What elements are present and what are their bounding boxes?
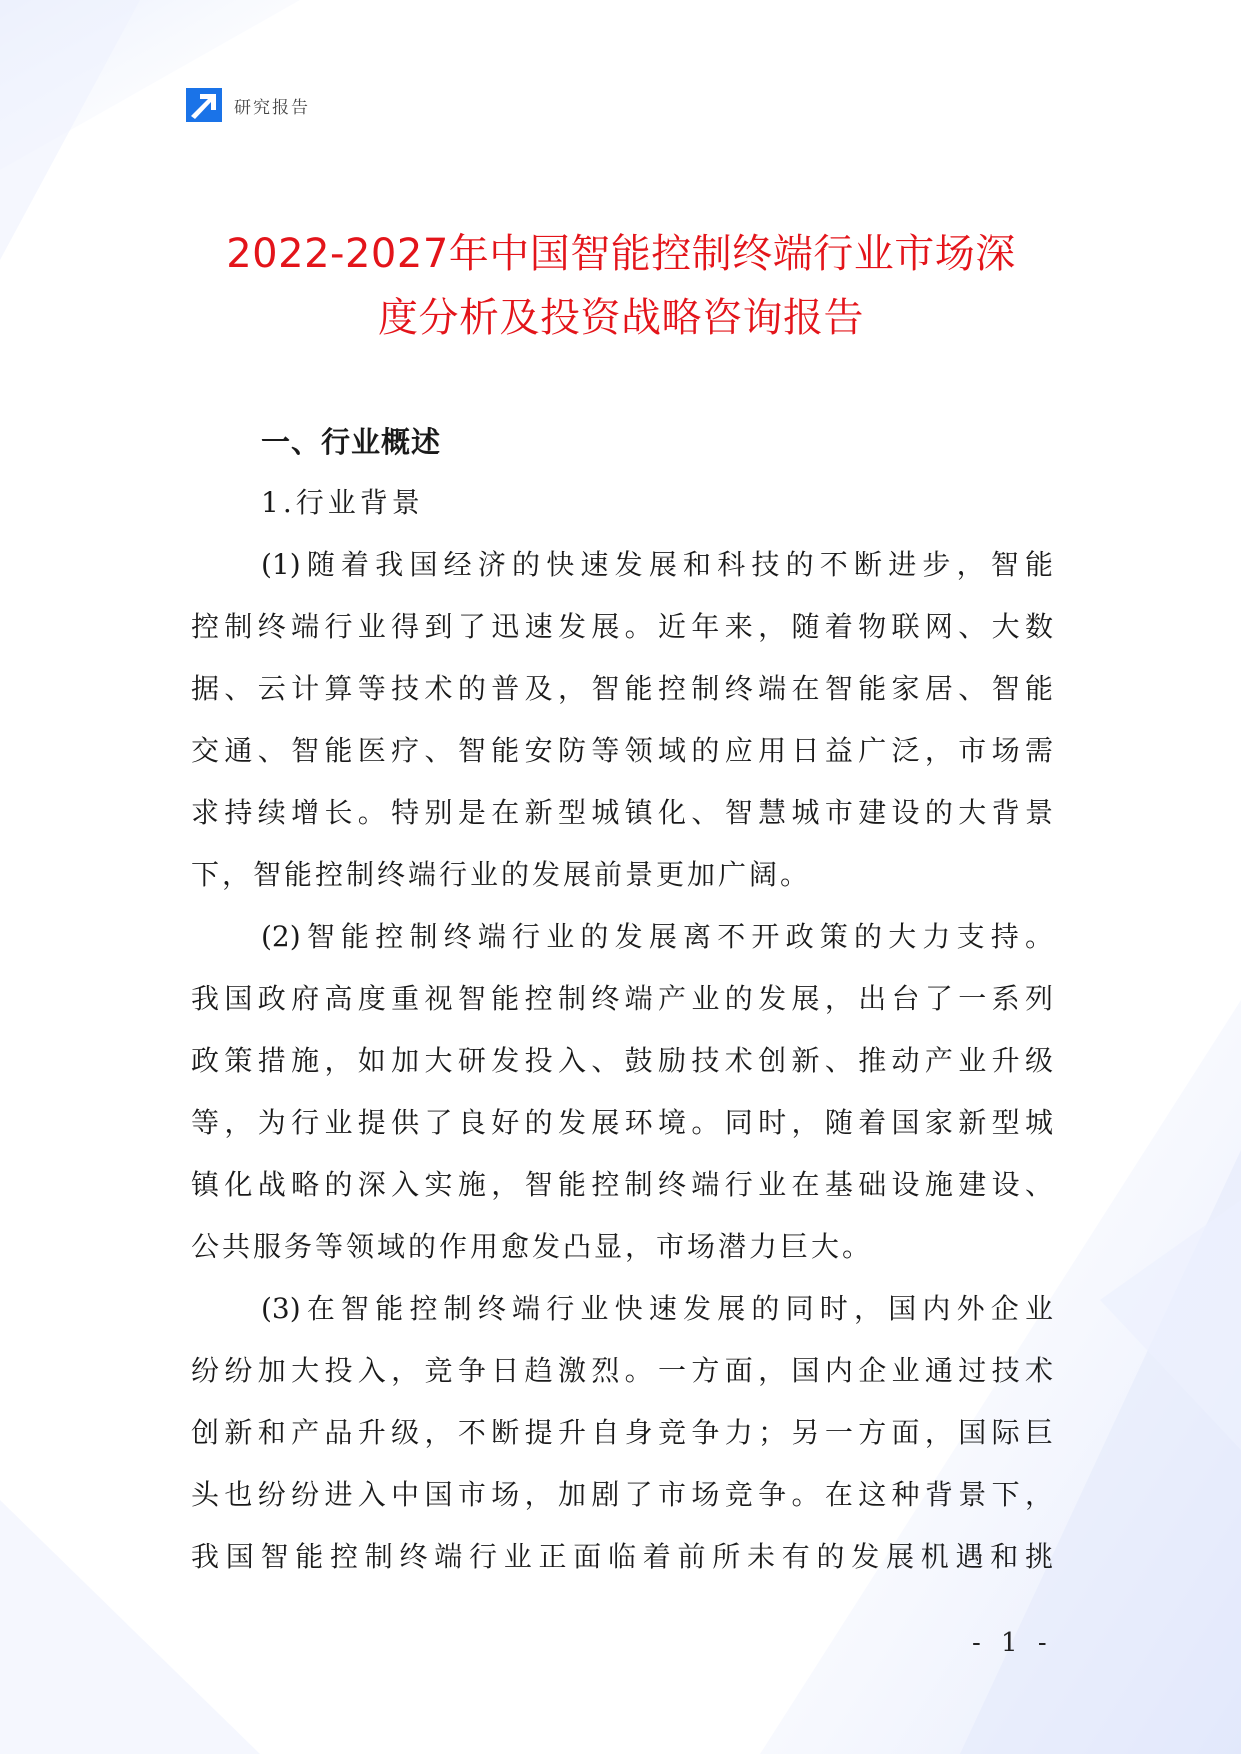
paragraph-line: (2)智能控制终端行业的发展离不开政策的大力支持。 (261, 920, 1053, 953)
paragraph-line: 等，为行业提供了良好的发展环境。同时，随着国家新型城 (191, 1106, 1053, 1139)
header-label: 研究报告 (234, 97, 310, 118)
paragraph-line: 政策措施，如加大研发投入、鼓励技术创新、推动产业升级 (191, 1044, 1053, 1077)
paragraph-line: 镇化战略的深入实施，智能控制终端行业在基础设施建设、 (191, 1168, 1053, 1201)
paragraph-line: 交通、智能医疗、智能安防等领域的应用日益广泛，市场需 (191, 734, 1053, 767)
paragraph-line: 下，智能控制终端行业的发展前景更加广阔。 (191, 858, 812, 891)
paragraph-line: 公共服务等领域的作用愈发凸显，市场潜力巨大。 (191, 1230, 874, 1263)
title-line-1: 2022-2027年中国智能控制终端行业市场深 (226, 231, 1016, 277)
subsection-heading: 1.行业背景 (261, 486, 424, 519)
report-title (186, 222, 1056, 350)
section-heading: 一、行业概述 (261, 425, 442, 459)
document-header (186, 88, 310, 122)
paragraph-line: 我国政府高度重视智能控制终端产业的发展，出台了一系列 (191, 982, 1053, 1015)
paragraph-3 (191, 1278, 1053, 1588)
paragraph-line: 求持续增长。特别是在新型城镇化、智慧城市建设的大背景 (191, 796, 1053, 829)
paragraph-line: 据、云计算等技术的普及，智能控制终端在智能家居、智能 (191, 672, 1053, 705)
paragraph-line: 头也纷纷进入中国市场，加剧了市场竞争。在这种背景下， (191, 1478, 1053, 1511)
paragraph-1 (191, 534, 1053, 906)
paragraph-line: (1)随着我国经济的快速发展和科技的不断进步，智能 (261, 548, 1053, 581)
paragraph-line: 我国智能控制终端行业正面临着前所未有的发展机遇和挑 (191, 1540, 1053, 1573)
paragraph-2 (191, 906, 1053, 1278)
paragraph-line: 纷纷加大投入，竞争日趋激烈。一方面，国内企业通过技术 (191, 1354, 1053, 1387)
paragraph-line: 创新和产品升级，不断提升自身竞争力；另一方面，国际巨 (191, 1416, 1053, 1449)
paragraph-line: 控制终端行业得到了迅速发展。近年来，随着物联网、大数 (191, 610, 1053, 643)
title-line-2: 度分析及投资战略咨询报告 (378, 295, 864, 341)
arrow-logo-icon (186, 88, 222, 122)
document-body (191, 412, 1053, 1588)
page-number: - 1 - (972, 1628, 1053, 1658)
paragraph-line: (3)在智能控制终端行业快速发展的同时，国内外企业 (261, 1292, 1053, 1325)
